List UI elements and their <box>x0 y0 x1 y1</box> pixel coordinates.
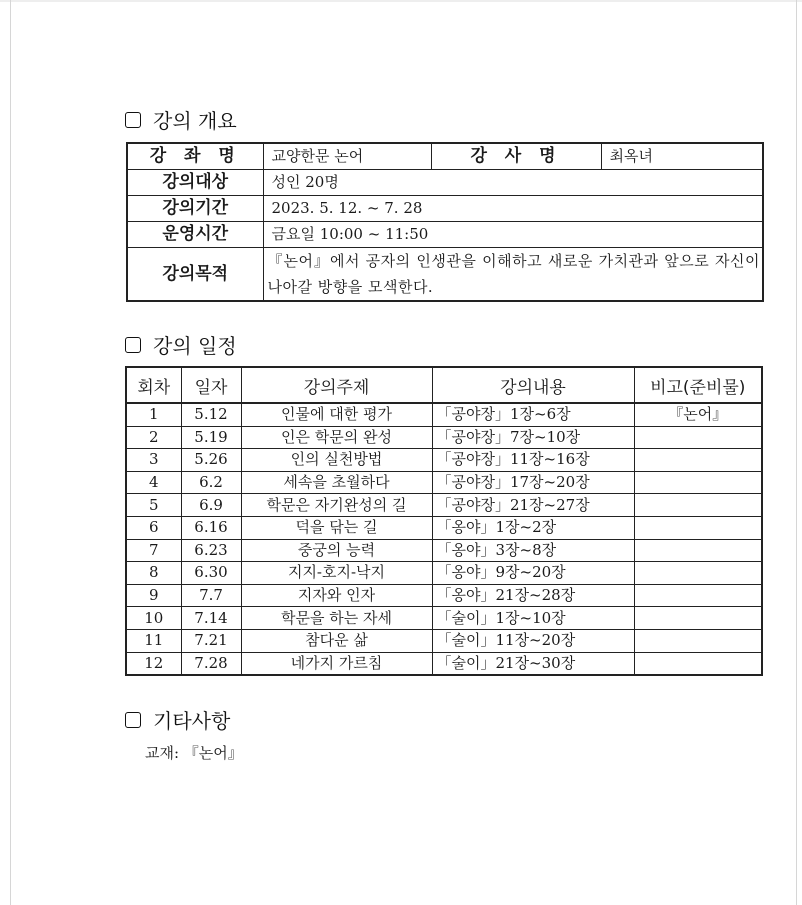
target-label: 강의대상 <box>127 170 263 196</box>
cell-no: 9 <box>126 584 181 607</box>
page-edge-left <box>10 0 11 905</box>
cell-no: 7 <box>126 539 181 562</box>
overview-row-goal <box>127 248 763 302</box>
cell-topic: 학문은 자기완성의 길 <box>241 494 432 517</box>
header-note: 비고(준비물) <box>634 367 762 403</box>
cell-date: 6.16 <box>181 516 241 539</box>
table-row <box>126 494 762 517</box>
cell-note <box>634 494 762 517</box>
overview-row-course <box>127 143 763 170</box>
goal-value: 『논어』에서 공자의 인생관을 이해하고 새로운 가치관과 앞으로 자신이 나아갈 방향을 모색한다. <box>263 248 763 302</box>
cell-date: 5.26 <box>181 449 241 472</box>
course-value: 교양한문 논어 <box>263 143 431 170</box>
cell-no: 10 <box>126 607 181 630</box>
table-row <box>126 584 762 607</box>
cell-topic: 네가지 가르침 <box>241 652 432 675</box>
overview-heading <box>125 105 237 134</box>
table-row <box>126 607 762 630</box>
cell-date: 6.23 <box>181 539 241 562</box>
cell-note <box>634 516 762 539</box>
cell-content: 「술이」21장~30장 <box>432 652 634 675</box>
cell-no: 4 <box>126 471 181 494</box>
cell-date: 5.12 <box>181 403 241 426</box>
header-date: 일자 <box>181 367 241 403</box>
cell-note <box>634 607 762 630</box>
cell-no: 5 <box>126 494 181 517</box>
cell-note <box>634 629 762 652</box>
header-no: 회차 <box>126 367 181 403</box>
cell-date: 6.9 <box>181 494 241 517</box>
cell-date: 5.19 <box>181 426 241 449</box>
cell-content: 「공야장」7장~10장 <box>432 426 634 449</box>
cell-topic: 지지-호지-낙지 <box>241 562 432 585</box>
schedule-title: 강의 일정 <box>153 334 237 358</box>
cell-content: 「술이」11장~20장 <box>432 629 634 652</box>
cell-note <box>634 449 762 472</box>
schedule-heading <box>125 330 237 359</box>
checkbox-icon <box>125 712 141 728</box>
table-row <box>126 426 762 449</box>
cell-no: 6 <box>126 516 181 539</box>
page-edge-right <box>796 0 797 905</box>
cell-content: 「공야장」1장~6장 <box>432 403 634 426</box>
cell-topic: 덕을 닦는 길 <box>241 516 432 539</box>
cell-note <box>634 562 762 585</box>
course-label: 강 좌 명 <box>127 143 263 170</box>
table-row <box>126 449 762 472</box>
cell-note <box>634 584 762 607</box>
cell-no: 1 <box>126 403 181 426</box>
schedule-body <box>126 403 762 675</box>
cell-date: 6.2 <box>181 471 241 494</box>
schedule-table <box>125 366 763 676</box>
table-row <box>126 403 762 426</box>
cell-date: 7.7 <box>181 584 241 607</box>
page-edge-top <box>0 0 802 2</box>
cell-content: 「술이」1장~10장 <box>432 607 634 630</box>
table-row <box>126 562 762 585</box>
overview-table <box>126 142 764 302</box>
cell-note <box>634 426 762 449</box>
overview-title: 강의 개요 <box>153 109 237 133</box>
cell-date: 6.30 <box>181 562 241 585</box>
header-topic: 강의주제 <box>241 367 432 403</box>
period-label: 강의기간 <box>127 196 263 222</box>
header-content: 강의내용 <box>432 367 634 403</box>
cell-no: 11 <box>126 629 181 652</box>
cell-date: 7.14 <box>181 607 241 630</box>
cell-topic: 세속을 초월하다 <box>241 471 432 494</box>
period-value: 2023. 5. 12. ~ 7. 28 <box>263 196 763 222</box>
table-row <box>126 471 762 494</box>
cell-note <box>634 471 762 494</box>
cell-topic: 중궁의 능력 <box>241 539 432 562</box>
cell-note <box>634 652 762 675</box>
cell-topic: 인은 학문의 완성 <box>241 426 432 449</box>
instructor-value: 최옥녀 <box>601 143 763 170</box>
cell-content: 「옹야」21장~28장 <box>432 584 634 607</box>
overview-row-time <box>127 222 763 248</box>
cell-content: 「공야장」11장~16장 <box>432 449 634 472</box>
cell-note <box>634 539 762 562</box>
checkbox-icon <box>125 112 141 128</box>
cell-topic: 지자와 인자 <box>241 584 432 607</box>
time-label: 운영시간 <box>127 222 263 248</box>
textbook-note: 교재: 『논어』 <box>145 744 243 762</box>
cell-no: 12 <box>126 652 181 675</box>
cell-topic: 인물에 대한 평가 <box>241 403 432 426</box>
table-row <box>126 629 762 652</box>
checkbox-icon <box>125 337 141 353</box>
cell-note: 『논어』 <box>634 403 762 426</box>
cell-no: 2 <box>126 426 181 449</box>
cell-date: 7.28 <box>181 652 241 675</box>
target-value: 성인 20명 <box>263 170 763 196</box>
cell-content: 「공야장」17장~20장 <box>432 471 634 494</box>
cell-date: 7.21 <box>181 629 241 652</box>
other-heading <box>125 705 230 734</box>
cell-topic: 학문을 하는 자세 <box>241 607 432 630</box>
instructor-label: 강 사 명 <box>431 143 601 170</box>
cell-no: 8 <box>126 562 181 585</box>
overview-row-period <box>127 196 763 222</box>
cell-content: 「옹야」9장~20장 <box>432 562 634 585</box>
table-row <box>126 516 762 539</box>
cell-content: 「공야장」21장~27장 <box>432 494 634 517</box>
table-row <box>126 652 762 675</box>
cell-topic: 참다운 삶 <box>241 629 432 652</box>
table-row <box>126 539 762 562</box>
cell-content: 「옹야」1장~2장 <box>432 516 634 539</box>
other-title: 기타사항 <box>153 709 231 733</box>
cell-no: 3 <box>126 449 181 472</box>
cell-topic: 인의 실천방법 <box>241 449 432 472</box>
goal-label: 강의목적 <box>127 248 263 302</box>
schedule-header-row <box>126 367 762 403</box>
time-value: 금요일 10:00 ~ 11:50 <box>263 222 763 248</box>
overview-row-target <box>127 170 763 196</box>
cell-content: 「옹야」3장~8장 <box>432 539 634 562</box>
